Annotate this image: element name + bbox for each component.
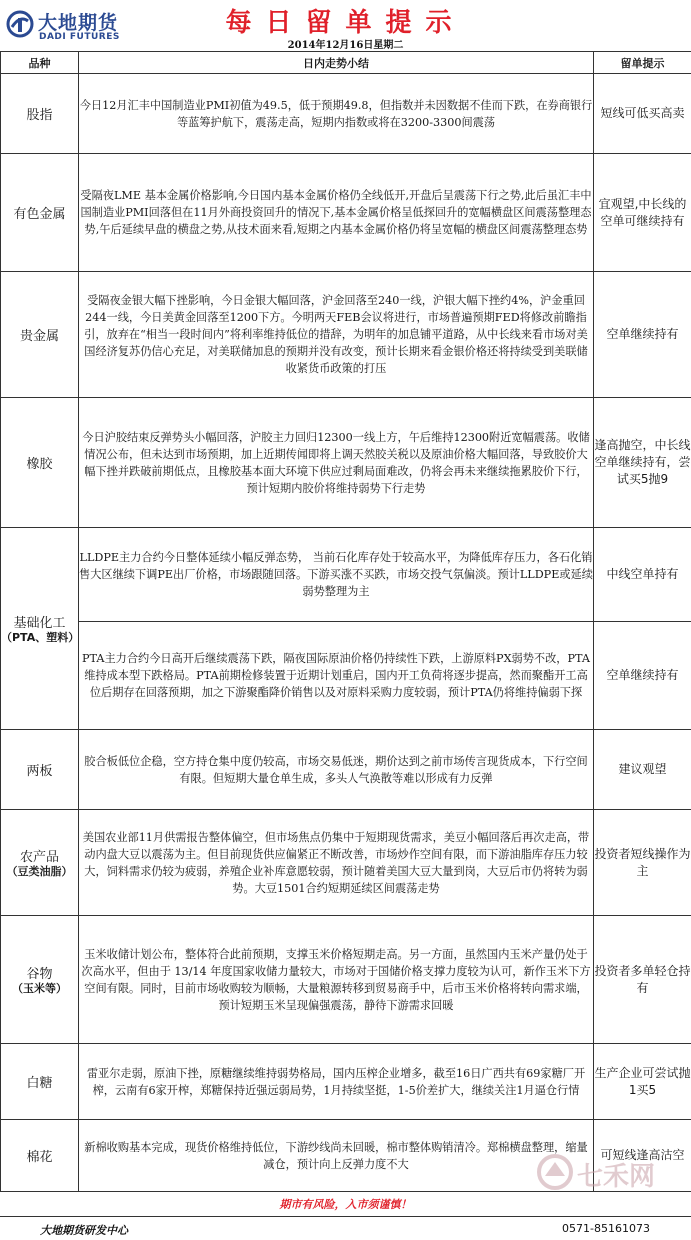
category-label: 农产品 bbox=[19, 850, 59, 865]
tip-cell: 逢高抛空，中长线空单继续持有，尝试买5抛9 bbox=[594, 398, 691, 528]
category-cell bbox=[1, 916, 79, 1044]
table-row bbox=[1, 810, 691, 916]
summary-cell: 今日沪胶结束反弹势头小幅回落，沪胶主力回归12300一线上方，午后维持12300附近宽幅震荡。收储情况公布，但未达到市场预期，加上近期传闻即将上调天然胶关税以及原油价格大幅回落，导致胶价大幅下挫并跌破前期低点，且橡胶基本面大环境下供应过剩局面难改，仍将会再未来继续拖累胶价下行，预计短期内胶价将维持弱势下行走势 bbox=[79, 398, 594, 528]
table-row bbox=[1, 916, 691, 1044]
tip-cell: 宜观望,中长线的空单可继续持有 bbox=[594, 154, 691, 272]
tip-cell: 空单继续持有 bbox=[594, 622, 691, 730]
tip-cell: 生产企业可尝试抛1买5 bbox=[594, 1044, 691, 1120]
summary-cell: 新棉收购基本完成，现货价格维持低位，下游纱线尚未回暖，棉市整体购销清冷。郑棉横盘整理，缩量减仓，预计向上反弹力度不大 bbox=[79, 1120, 594, 1192]
summary-cell: 胶合板低位企稳，空方持仓集中度仍较高，市场交易低迷，期价达到之前市场传言现货成本，下行空间有限。但短期大量仓单生成，多头人气涣散等难以形成有力反弹 bbox=[79, 730, 594, 810]
table-row bbox=[1, 730, 691, 810]
header-tip: 留单提示 bbox=[594, 52, 691, 74]
summary-cell: 雷亚尔走弱，原油下挫，原糖继续维持弱势格局，国内压榨企业增多，截至16日广西共有69家糖厂开榨，云南有6家开榨，郑糖保持近强远弱局势，1月持续坚挺，1-5价差扩大，继续关注1月逼仓行情 bbox=[79, 1044, 594, 1120]
risk-warning: 期市有风险，入市须谨慎！ bbox=[279, 1198, 412, 1211]
category-sublabel: （玉米等） bbox=[12, 982, 67, 995]
logo-chinese-name: 大地期货 bbox=[38, 12, 119, 34]
category-cell bbox=[1, 1044, 79, 1120]
header-category: 品种 bbox=[1, 52, 79, 74]
tip-cell: 空单继续持有 bbox=[594, 272, 691, 398]
category-label: 白糖 bbox=[26, 1076, 53, 1091]
header-summary: 日内走势小结 bbox=[79, 52, 594, 74]
category-label: 两板 bbox=[26, 764, 53, 779]
tip-cell: 可短线逢高沽空 bbox=[594, 1120, 691, 1192]
tip-cell: 投资者短线操作为主 bbox=[594, 810, 691, 916]
category-label: 基础化工 bbox=[13, 616, 66, 631]
category-cell bbox=[1, 730, 79, 810]
table-row bbox=[1, 398, 691, 528]
table-header-row bbox=[1, 52, 691, 74]
contact-phone: 0571-85161073 bbox=[562, 1222, 650, 1235]
table-row bbox=[1, 154, 691, 272]
category-label: 棉花 bbox=[26, 1150, 53, 1165]
table-row bbox=[1, 1044, 691, 1120]
tip-cell: 短线可低买高卖 bbox=[594, 74, 691, 154]
watermark-text: 七禾网 bbox=[577, 1162, 656, 1192]
category-cell bbox=[1, 810, 79, 916]
logo-english-name: DADI FUTURES bbox=[39, 32, 120, 42]
summary-cell: 受隔夜LME 基本金属价格影响,今日国内基本金属价格仍全线低开,开盘后呈震荡下行之势,此后虽汇丰中国制造业PMI回落但在11月外商投资回升的情况下,基本金属价格呈低探回升的宽幅横盘区间震荡整理态势,午后延续早盘的横盘之势,从技术面来看,短期之内基本金属价格仍将呈宽幅的横盘区间震荡整理态势 bbox=[79, 154, 594, 272]
category-label: 股指 bbox=[26, 108, 53, 123]
category-cell bbox=[1, 272, 79, 398]
summary-cell: 玉米收储计划公布，整体符合此前预期，支撑玉米价格短期走高。另一方面，虽然国内玉米产量仍处于次高水平，但由于 13/14 年度国家收储力量较大，市场对于国储价格支撑力度较为认可，新作玉米下方空间有限。同时，目前市场收购较为顺畅，大量粮源转移到贸易商手中，后市玉米价格将转向需求端，预计短期玉米呈现偏强震荡，静待下游需求回暖 bbox=[79, 916, 594, 1044]
watermark-logo-icon bbox=[535, 1152, 575, 1192]
category-sublabel: （豆类油脂） bbox=[6, 865, 73, 878]
research-center: 大地期货研发中心 bbox=[40, 1224, 128, 1237]
tip-cell: 中线空单持有 bbox=[594, 528, 691, 622]
table-row bbox=[1, 272, 691, 398]
summary-cell: 今日12月汇丰中国制造业PMI初值为49.5，低于预期49.8，但指数并未因数据不佳而下跌，在券商银行等蓝筹护航下，震荡走高，短期内指数或将在3200-3300间震荡 bbox=[79, 74, 594, 154]
summary-cell: LLDPE主力合约今日整体延续小幅反弹态势， 当前石化库存处于较高水平，为降低库存压力，各石化销售大区继续下调PE出厂价格，市场跟随回落。下游买涨不买跌，市场交投气氛偏淡。预计LLDPE或延续弱势整理为主 bbox=[79, 528, 594, 622]
category-cell bbox=[1, 74, 79, 154]
category-label: 贵金属 bbox=[19, 329, 59, 344]
summary-cell: 受隔夜金银大幅下挫影响，今日金银大幅回落，沪金回落至240一线，沪银大幅下挫约4%，沪金重回244一线，今日美黄金回落至1200下方。今明两天FEB会议将进行，市场普遍预期FED将修改前瞻指引，放弃在“相当一段时间内”将利率维持低位的措辞，为明年的加息铺平道路，从中长线来看市场对美国经济复苏仍信心充足，对美联储加息的预期并没有改变，预计长期来看金银价格还将持续受到美联储收紧货币政策的打压 bbox=[79, 272, 594, 398]
tip-cell: 建议观望 bbox=[594, 730, 691, 810]
category-cell bbox=[1, 154, 79, 272]
report-date: 2014年12月16日星期二 bbox=[287, 40, 404, 51]
summary-table bbox=[0, 51, 691, 1192]
category-cell bbox=[1, 528, 79, 730]
table-row bbox=[1, 622, 691, 730]
summary-cell: PTA主力合约今日高开后继续震荡下跌，隔夜国际原油价格仍持续性下跌，上游原料PX弱势不改，PTA维持成本型下跌格局。PTA前期检修装置于近期计划重启，国内开工负荷将逐步提高，然而聚酯开工高位后期存在回落预期，加之下游聚酯降价销售以及对原料采购力度较弱，预计PTA仍将维持偏弱下探 bbox=[79, 622, 594, 730]
tip-cell: 投资者多单轻仓持有 bbox=[594, 916, 691, 1044]
summary-cell: 美国农业部11月供需报告整体偏空，但市场焦点仍集中于短期现货需求，美豆小幅回落后再次走高，带动内盘大豆以震荡为主。但目前现货供应偏紧正不断改善，市场炒作空间有限，而下游油脂库存压力较大，饲料需求仍较为疲弱，养殖企业补库意愿较弱，预计随着美国大豆大量到岗，大豆后市仍将转为弱势。大豆1501合约短期延续区间震荡走势 bbox=[79, 810, 594, 916]
category-sublabel: （PTA、塑料） bbox=[1, 631, 80, 644]
category-cell bbox=[1, 1120, 79, 1192]
category-label: 有色金属 bbox=[13, 207, 66, 222]
table-row bbox=[1, 528, 691, 622]
table-row bbox=[1, 74, 691, 154]
watermark bbox=[535, 1150, 685, 1196]
category-label: 橡胶 bbox=[26, 457, 53, 472]
category-label: 谷物 bbox=[26, 967, 53, 982]
footer-divider bbox=[0, 1216, 691, 1217]
page-title: 每日留单提示 bbox=[225, 8, 466, 38]
category-cell bbox=[1, 398, 79, 528]
